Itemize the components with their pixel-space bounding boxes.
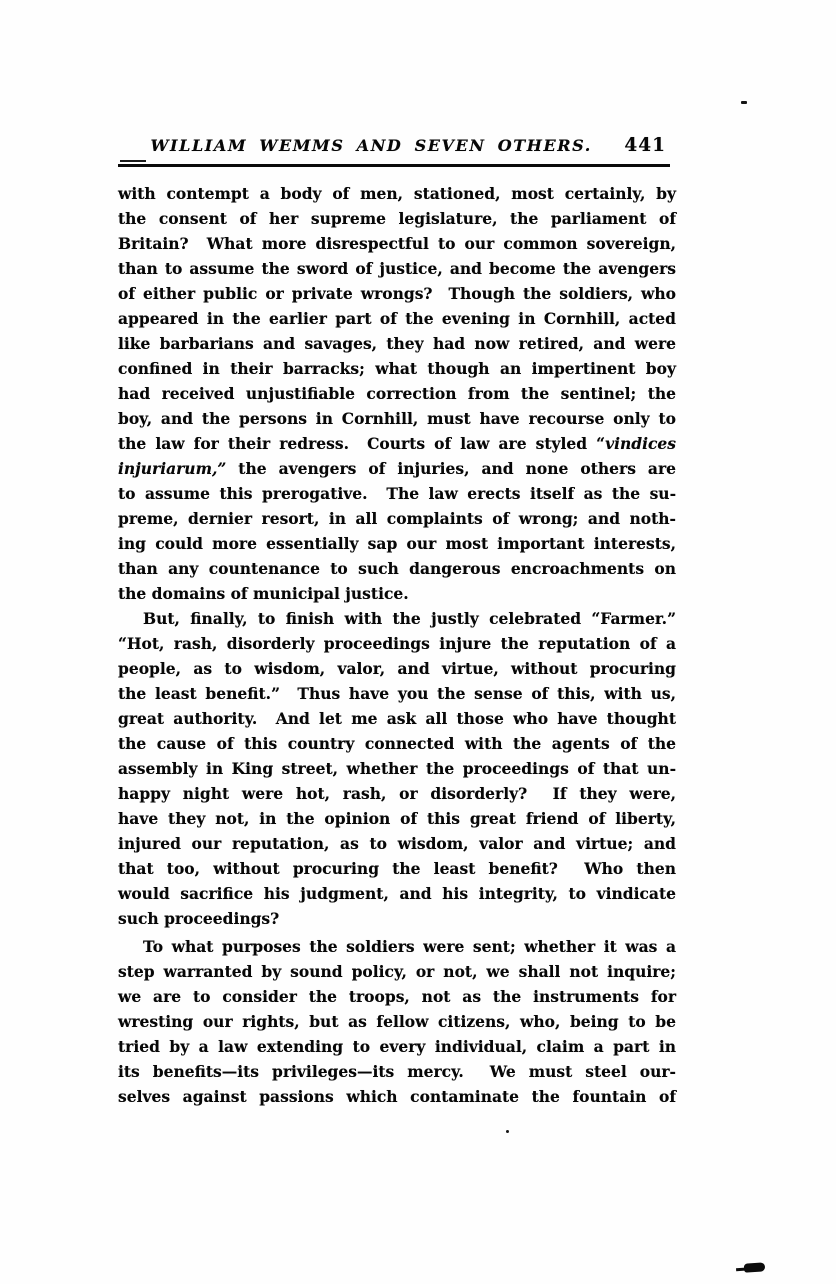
header-rule — [118, 164, 670, 167]
scan-speck — [506, 1130, 509, 1133]
text-line: such proceedings? — [118, 909, 280, 928]
text-line: with contempt a body of men, stationed, most certainly, by — [118, 184, 676, 203]
text-line: have they not, in the opinion of this great friend of liberty, — [118, 809, 676, 828]
paragraph — [118, 606, 676, 931]
scan-speck — [741, 101, 747, 104]
text-line: preme, dernier resort, in all complaints of wrong; and noth- — [118, 509, 676, 528]
text-line: selves against passions which contaminate the fountain of — [118, 1087, 676, 1106]
text-line: assembly in King street, whether the proceedings of that un- — [118, 759, 676, 778]
text-line: would sacrifice his judgment, and his integrity, to vindicate — [118, 884, 676, 903]
text-segment: the law for their redress. Courts of law are styled “ — [118, 434, 606, 453]
text-line: happy night were hot, rash, or disorderly? If they were, — [118, 784, 676, 803]
text-line: the cause of this country connected with the agents of the — [118, 734, 676, 753]
paragraph — [118, 181, 676, 606]
text-line: But, finally, to finish with the justly celebrated “Farmer.” — [143, 609, 676, 628]
italic-text: vindices — [605, 434, 676, 453]
rule-artifact — [120, 160, 146, 162]
text-line: than any countenance to such dangerous encroachments on — [118, 559, 676, 578]
text-block — [118, 181, 676, 1109]
running-header-title: WILLIAM WEMMS AND SEVEN OTHERS. — [150, 136, 592, 155]
text-line: than to assume the sword of justice, and become the avengers — [118, 259, 676, 278]
text-line: great authority. And let me ask all those who have thought — [118, 709, 676, 728]
running-header — [118, 135, 676, 156]
text-line: its benefits—its privileges—its mercy. We must steel our- — [118, 1062, 676, 1081]
text-line: ing could more essentially sap our most important interests, — [118, 534, 676, 553]
text-line: appeared in the earlier part of the evening in Cornhill, acted — [118, 309, 676, 328]
text-segment: the avengers of injuries, and none others are — [226, 459, 676, 478]
text-line: we are to consider the troops, not as the instruments for — [118, 987, 676, 1006]
text-line: the least benefit.” Thus have you the sense of this, with us, — [118, 684, 676, 703]
italic-text: injuriarum,” — [118, 459, 227, 478]
text-line: people, as to wisdom, valor, and virtue, without procuring — [118, 659, 676, 678]
text-line: the consent of her supreme legislature, the parliament of — [118, 209, 676, 228]
scan-ink-smudge — [744, 1262, 766, 1272]
text-line: tried by a law extending to every individual, claim a part in — [118, 1037, 676, 1056]
text-line: step warranted by sound policy, or not, we shall not inquire; — [118, 962, 676, 981]
text-line: to assume this prerogative. The law erects itself as the su- — [118, 484, 676, 503]
paragraph — [118, 934, 676, 1109]
text-line: had received unjustifiable correction from the sentinel; the — [118, 384, 676, 403]
text-line: “Hot, rash, disorderly proceedings injure the reputation of a — [118, 634, 676, 653]
page-number: 441 — [624, 135, 666, 156]
text-line: confined in their barracks; what though an impertinent boy — [118, 359, 676, 378]
text-line: like barbarians and savages, they had now retired, and were — [118, 334, 676, 353]
text-line — [118, 456, 676, 481]
text-line: that too, without procuring the least benefit? Who then — [118, 859, 676, 878]
text-line: Britain? What more disrespectful to our common sovereign, — [118, 234, 676, 253]
text-line: boy, and the persons in Cornhill, must have recourse only to — [118, 409, 676, 428]
text-line: To what purposes the soldiers were sent; whether it was a — [143, 937, 676, 956]
text-line: of either public or private wrongs? Though the soldiers, who — [118, 284, 676, 303]
text-line: the domains of municipal justice. — [118, 584, 409, 603]
text-line: injured our reputation, as to wisdom, valor and virtue; and — [118, 834, 676, 853]
text-line: wresting our rights, but as fellow citizens, who, being to be — [118, 1012, 676, 1031]
text-line — [118, 431, 676, 456]
